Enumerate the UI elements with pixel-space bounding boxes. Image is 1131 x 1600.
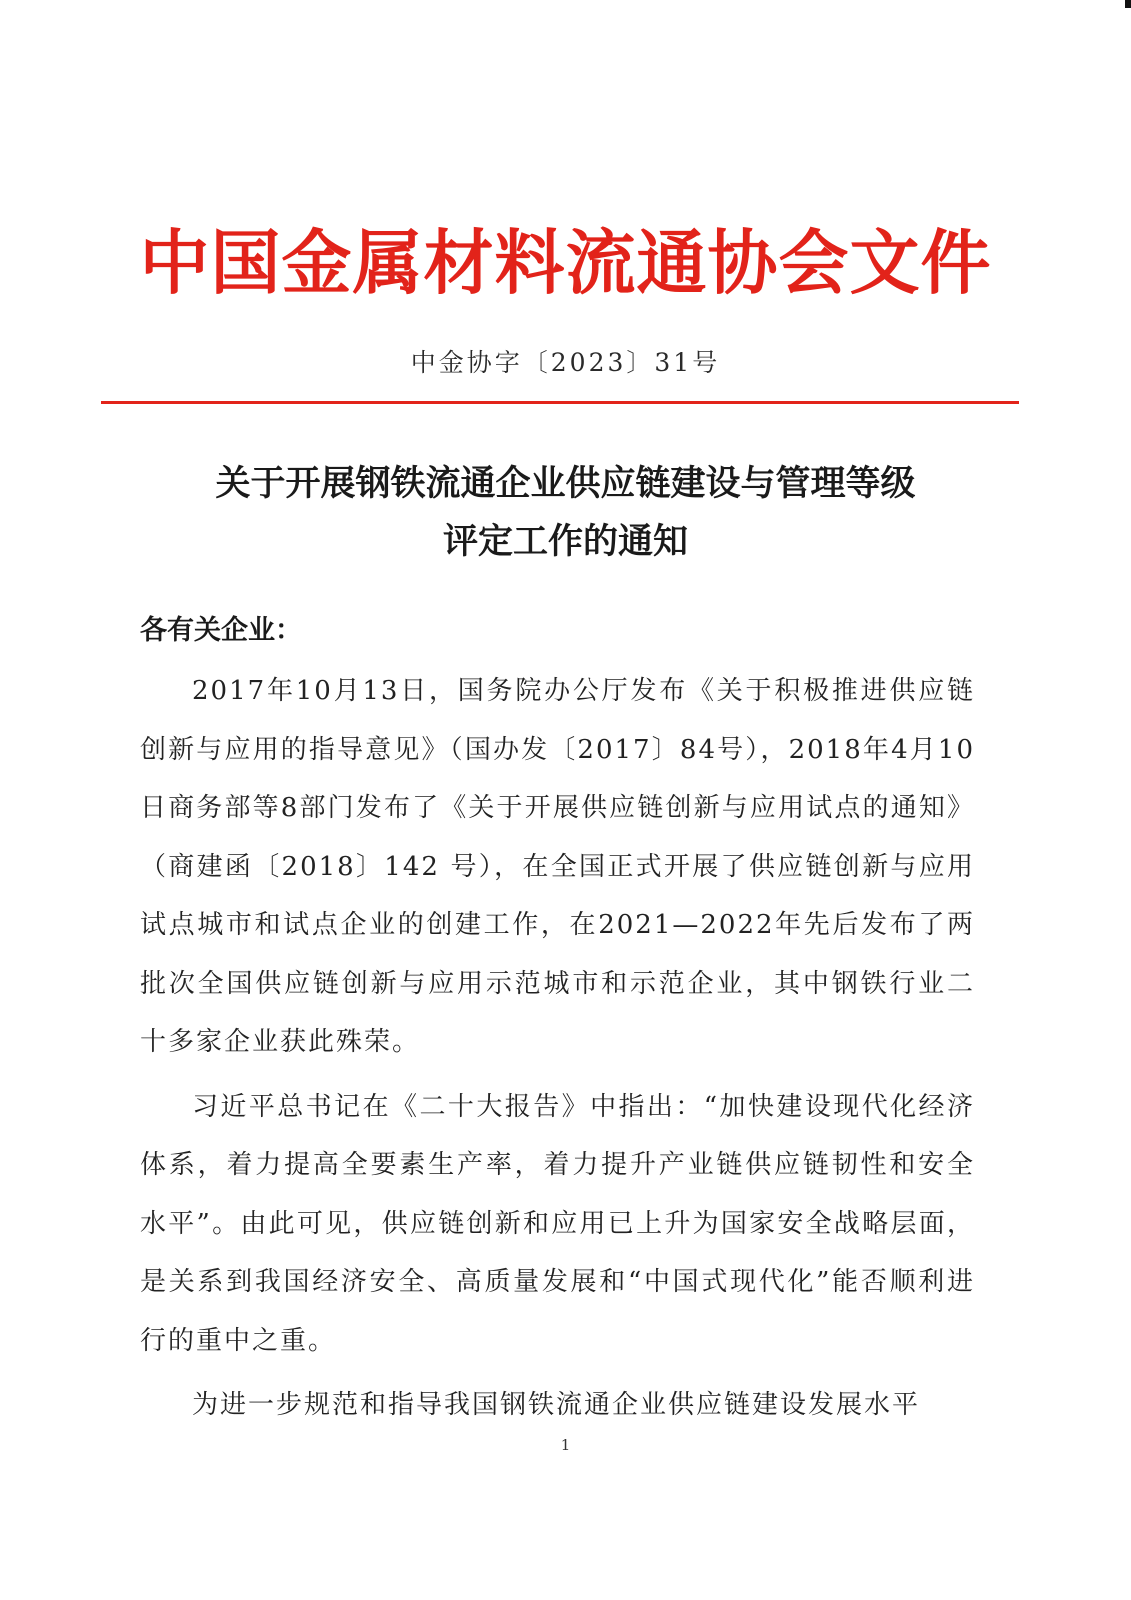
paragraph: 2017年10月13日，国务院办公厅发布《关于积极推进供应链创新与应用的指导意见》（国办发〔2017〕84号），2018年4月10日商务部等8部门发布了《关于开展供应链创新与应用试点的通知》（商建函〔2018〕142 号），在全国正式开展了供应链创新与应用试点城市和试点企业的创建工作，在2021—2022年先后发布了两批次全国供应链创新与应用示范城市和示范企业，其中钢铁行业二十多家企业获此殊荣。	[140, 676, 975, 1057]
masthead-title: 中国金属材料流通协会文件	[139, 222, 992, 304]
body-text	[140, 662, 975, 1435]
scan-corner-mark	[1125, 0, 1131, 8]
red-divider-line	[101, 401, 1019, 404]
document-number: 中金协字〔2023〕31号	[410, 348, 721, 377]
notice-title-line-1: 关于开展钢铁流通企业供应链建设与管理等级	[215, 464, 916, 504]
paragraph: 为进一步规范和指导我国钢铁流通企业供应链建设发展水平	[192, 1390, 921, 1420]
salutation: 各有关企业：	[140, 615, 302, 646]
notice-title	[0, 455, 1131, 571]
notice-title-line-2: 评定工作的通知	[442, 522, 688, 562]
paragraph: 习近平总书记在《二十大报告》中指出：“加快建设现代化经济体系，着力提高全要素生产率，着力提升产业链供应链韧性和安全水平”。由此可见，供应链创新和应用已上升为国家安全战略层面，是关系到我国经济安全、高质量发展和“中国式现代化”能否顺利进行的重中之重。	[140, 1091, 975, 1356]
page-number: 1	[560, 1436, 571, 1454]
